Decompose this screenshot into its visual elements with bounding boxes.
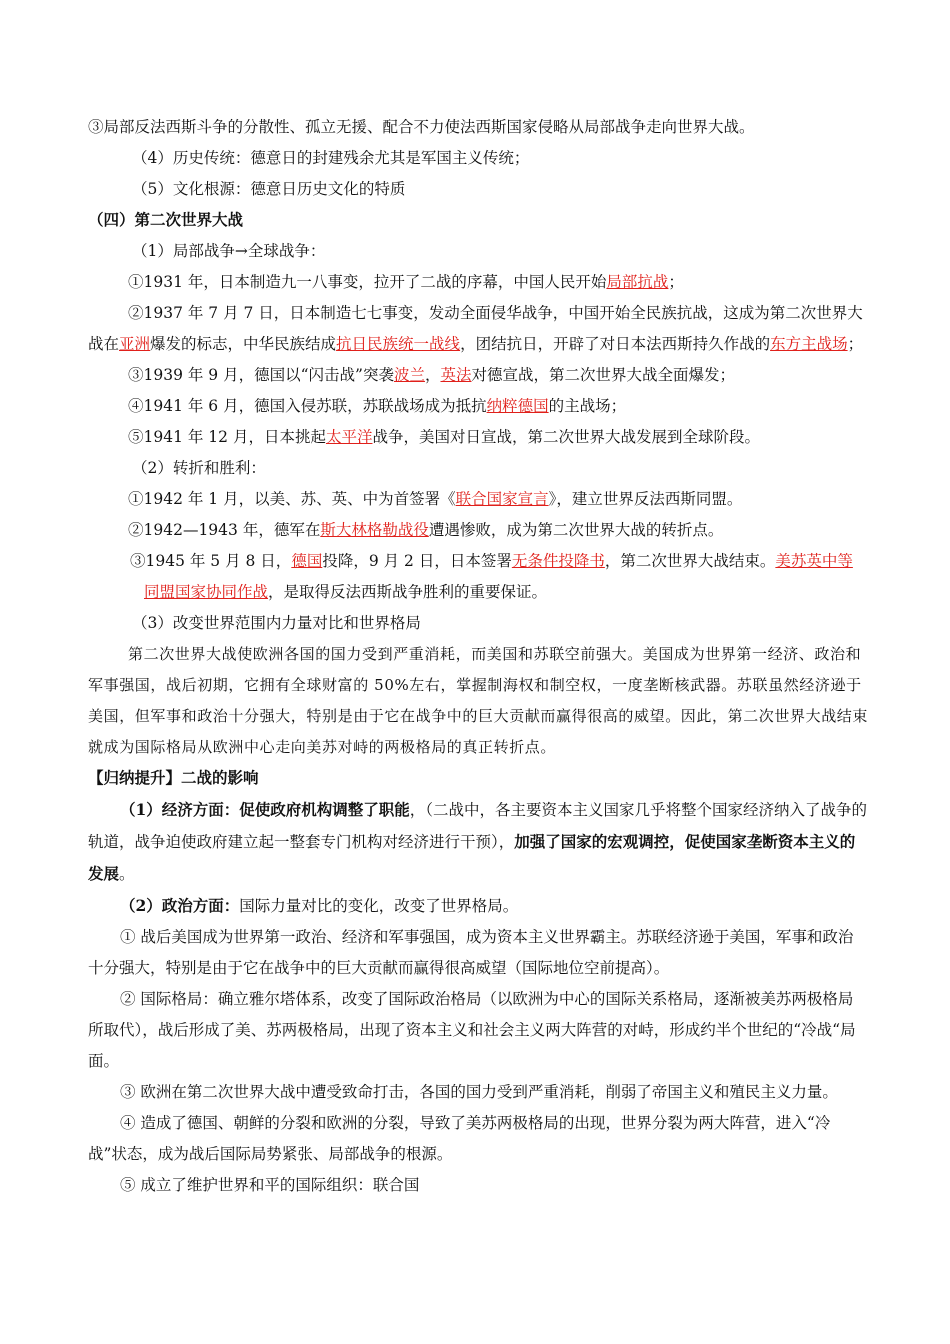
answer-allied-cooperation: 美苏英中等同盟国家协同作战 [144, 552, 853, 601]
line-cause-3: ③局部反法西斯斗争的分散性、孤立无援、配合不力使法西斯国家侵略从局部战争走向世界大战。 [88, 118, 755, 136]
paragraph-world-pattern: 第二次世界大战使欧洲各国的国力受到严重消耗，而美国和苏联空前强大。美国成为世界第一经济、政治和军事强国，战后初期，它拥有全球财富的 50%左右，掌握制海权和制空权，一度垄断核武器。苏联虽然经济逊于美国，但军事和政治十分强大，特别是由于它在战争中的巨大贡献而赢得很高的威望。因此，第二次世界大战结束就成为国际格局从欧洲中心走向美苏对峙的两极格局的真正转折点。 [88, 645, 869, 756]
answer-un-declaration: 联合国家宣言 [455, 490, 549, 508]
answer-pacific: 太平洋 [325, 428, 373, 446]
answer-united-front: 抗日民族统一战线 [336, 335, 461, 353]
summary-economy: （1）经济方面：促使政府机构调整了职能，（二战中，各主要资本主义国家几乎将整个国家经济纳入了战争的轨道，战争迫使政府建立起一整套专门机构对经济进行干预），加强了国家的宏观调控，促使国家垄断资本主义的发展。 [88, 800, 868, 883]
answer-nazi-germany: 纳粹德国 [486, 397, 549, 415]
event-1939: ③1939 年 9 月，德国以“闪击战”突袭波兰，英法对德宣战，第二次世界大战全面爆发； [128, 366, 736, 384]
event-1941-june: ④1941 年 6 月，德国入侵苏联，苏联战场成为抵抗纳粹德国的主战场； [128, 397, 627, 415]
subheading-world-pattern: （3）改变世界范围内力量对比和世界格局 [132, 614, 421, 632]
event-1941-december: ⑤1941 年 12 月，日本挑起太平洋战争，美国对日宣战，第二次世界大战发展到全球阶段。 [128, 428, 760, 446]
subheading-local-to-global: （1）局部战争→全球战争： [132, 242, 326, 260]
summary-point-5: ⑤ 成立了维护世界和平的国际组织：联合国 [120, 1176, 420, 1194]
answer-asia: 亚洲 [119, 335, 151, 353]
document-page [88, 112, 868, 1201]
event-1945: ③1945 年 5 月 8 日，德国投降，9 月 2 日，日本签署无条件投降书，第二次世界大战结束。美苏英中等同盟国家协同作战，是取得反法西斯战争胜利的重要保证。 [130, 552, 853, 601]
answer-stalingrad: 斯大林格勒战役 [320, 521, 429, 539]
summary-politics: （2）政治方面：国际力量对比的变化，改变了世界格局。 [120, 896, 519, 915]
event-1931: ①1931 年，日本制造九一八事变，拉开了二战的序幕，中国人民开始局部抗战； [128, 273, 684, 291]
subheading-turning-point: （2）转折和胜利： [132, 459, 266, 477]
answer-surrender-instrument: 无条件投降书 [511, 552, 605, 570]
section-heading-ww2: （四）第二次世界大战 [88, 211, 244, 229]
line-cultural-root: （5）文化根源：德意日历史文化的特质 [132, 180, 406, 198]
event-1942: ①1942 年 1 月，以美、苏、英、中为首签署《联合国家宣言》，建立世界反法西斯同盟。 [128, 490, 743, 508]
answer-eastern-battlefield: 东方主战场 [770, 335, 848, 353]
summary-point-3: ③ 欧洲在第二次世界大战中遭受致命打击，各国的国力受到严重消耗，削弱了帝国主义和殖民主义力量。 [120, 1083, 838, 1101]
summary-point-2: ② 国际格局：确立雅尔塔体系，改变了国际政治格局（以欧洲为中心的国际关系格局，逐渐被美苏两极格局所取代），战后形成了美、苏两极格局，出现了资本主义和社会主义两大阵营的对峙，形成约半个世纪的“冷战“局面。 [88, 990, 856, 1070]
summary-point-4: ④ 造成了德国、朝鲜的分裂和欧洲的分裂，导致了美苏两极格局的出现，世界分裂为两大阵营，进入“冷战”状态，成为战后国际局势紧张、局部战争的根源。 [88, 1114, 831, 1163]
summary-point-1: ① 战后美国成为世界第一政治、经济和军事强国，成为资本主义世界霸主。苏联经济逊于美国，军事和政治十分强大，特别是由于它在战争中的巨大贡献而赢得很高威望（国际地位空前提高）。 [88, 928, 854, 977]
event-1937: ②1937 年 7 月 7 日，日本制造七七事变，发动全面侵华战争，中国开始全民族抗战，这成为第二次世界大战在亚洲爆发的标志，中华民族结成抗日民族统一战线，团结抗日，开辟了对日本法西斯持久作战的东方主战场； [88, 304, 864, 353]
answer-germany: 德国 [291, 552, 323, 570]
answer-britain-france: 英法 [440, 366, 472, 384]
section-heading-summary: 【归纳提升】二战的影响 [88, 769, 259, 787]
answer-local-resistance: 局部抗战 [606, 273, 669, 291]
event-1942-1943: ②1942—1943 年，德军在斯大林格勒战役遭遇惨败，成为第二次世界大战的转折点。 [128, 521, 724, 539]
line-historical-tradition: （4）历史传统：德意日的封建残余尤其是军国主义传统； [132, 149, 530, 167]
answer-poland: 波兰 [393, 366, 425, 384]
